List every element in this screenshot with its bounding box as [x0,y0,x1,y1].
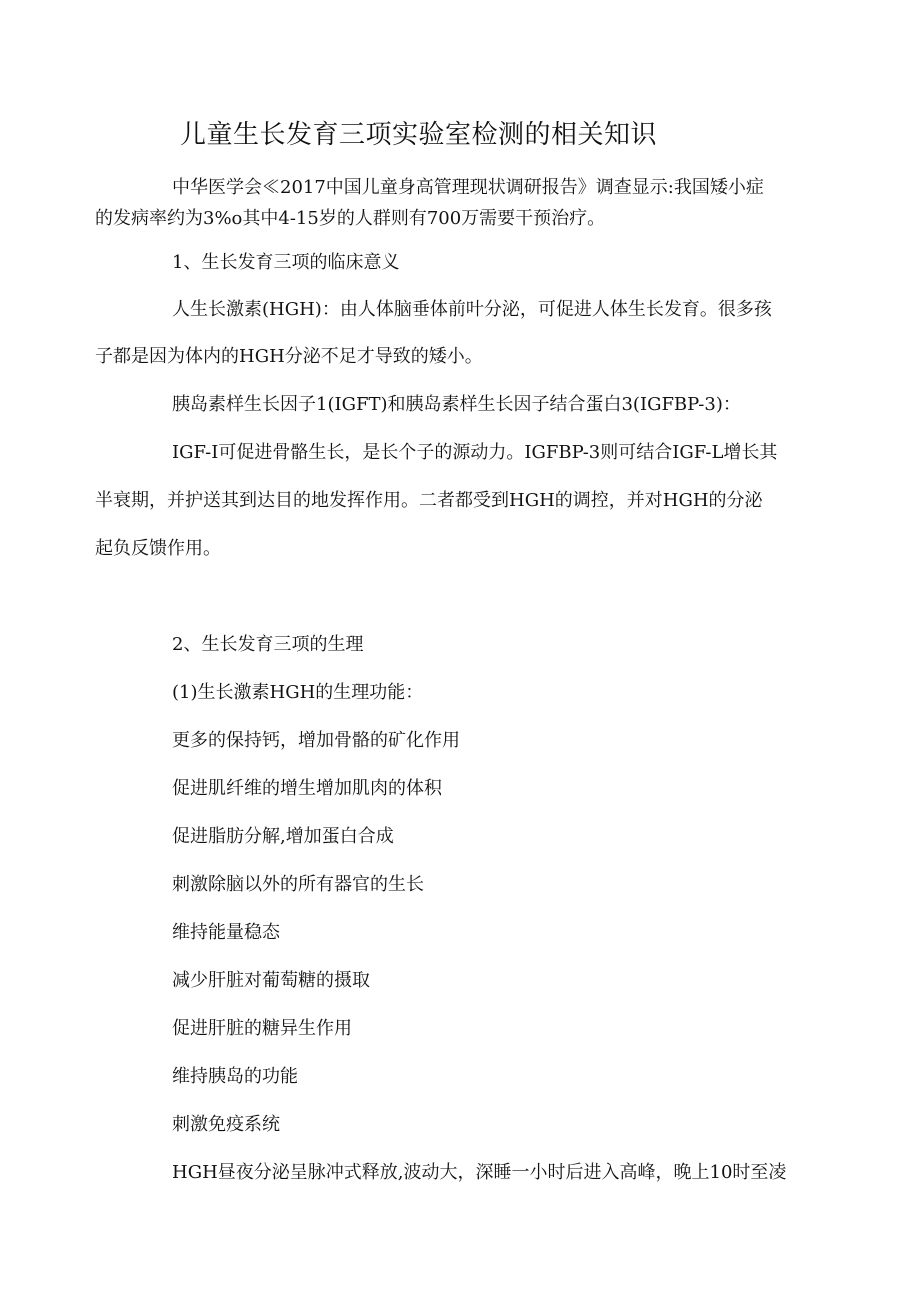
hgh-description-line-2: 子都是因为体内的HGH分泌不足才导致的矮小。 [95,346,483,367]
function-item: 促进肝脏的糖异生作用 [172,1018,352,1039]
section-2-heading: 2、生长发育三项的生理 [172,634,364,655]
function-item: 促进脂肪分解,增加蛋白合成 [172,826,394,847]
function-item: 减少肝脏对葡萄糖的摄取 [172,970,370,991]
intro-line-1: 中华医学会≪2017中国儿童身高管理现状调研报告》调查显示:我国矮小症 [172,177,764,198]
hgh-secretion-line-1: HGH昼夜分泌呈脉冲式释放,波动大，深睡一小时后进入高峰，晚上10时至凌 [172,1162,787,1183]
function-item: 刺激免疫系统 [172,1114,280,1135]
intro-line-2: 的发病率约为3%o其中4-15岁的人群则有700万需要干预治疗。 [95,208,606,229]
function-item: 维持能量稳态 [172,922,280,943]
section-1-heading: 1、生长发育三项的临床意义 [172,252,400,273]
document-title: 儿童生长发育三项实验室检测的相关知识 [180,120,658,150]
igf-description-line-3: 起负反馈作用。 [95,538,221,559]
function-item: 促进肌纤维的增生增加肌肉的体积 [172,778,442,799]
igf-description-line-1: IGF-I可促进骨骼生长，是长个子的源动力。IGFBP-3则可结合IGF-L增长其 [172,442,778,463]
igf-heading: 胰岛素样生长因子1(IGFT)和胰岛素样生长因子结合蛋白3(IGFBP-3)： [172,394,741,415]
function-item: 刺激除脑以外的所有器官的生长 [172,874,424,895]
hgh-description-line-1: 人生长激素(HGH)：由人体脑垂体前叶分泌，可促进人体生长发育。很多孩 [172,299,772,320]
function-item: 维持胰岛的功能 [172,1066,298,1087]
function-item: 更多的保持钙，增加骨骼的矿化作用 [172,730,460,751]
hgh-function-subheading: (1)生长激素HGH的生理功能： [172,682,424,703]
igf-description-line-2: 半衰期，并护送其到达目的地发挥作用。二者都受到HGH的调控，并对HGH的分泌 [95,490,763,511]
